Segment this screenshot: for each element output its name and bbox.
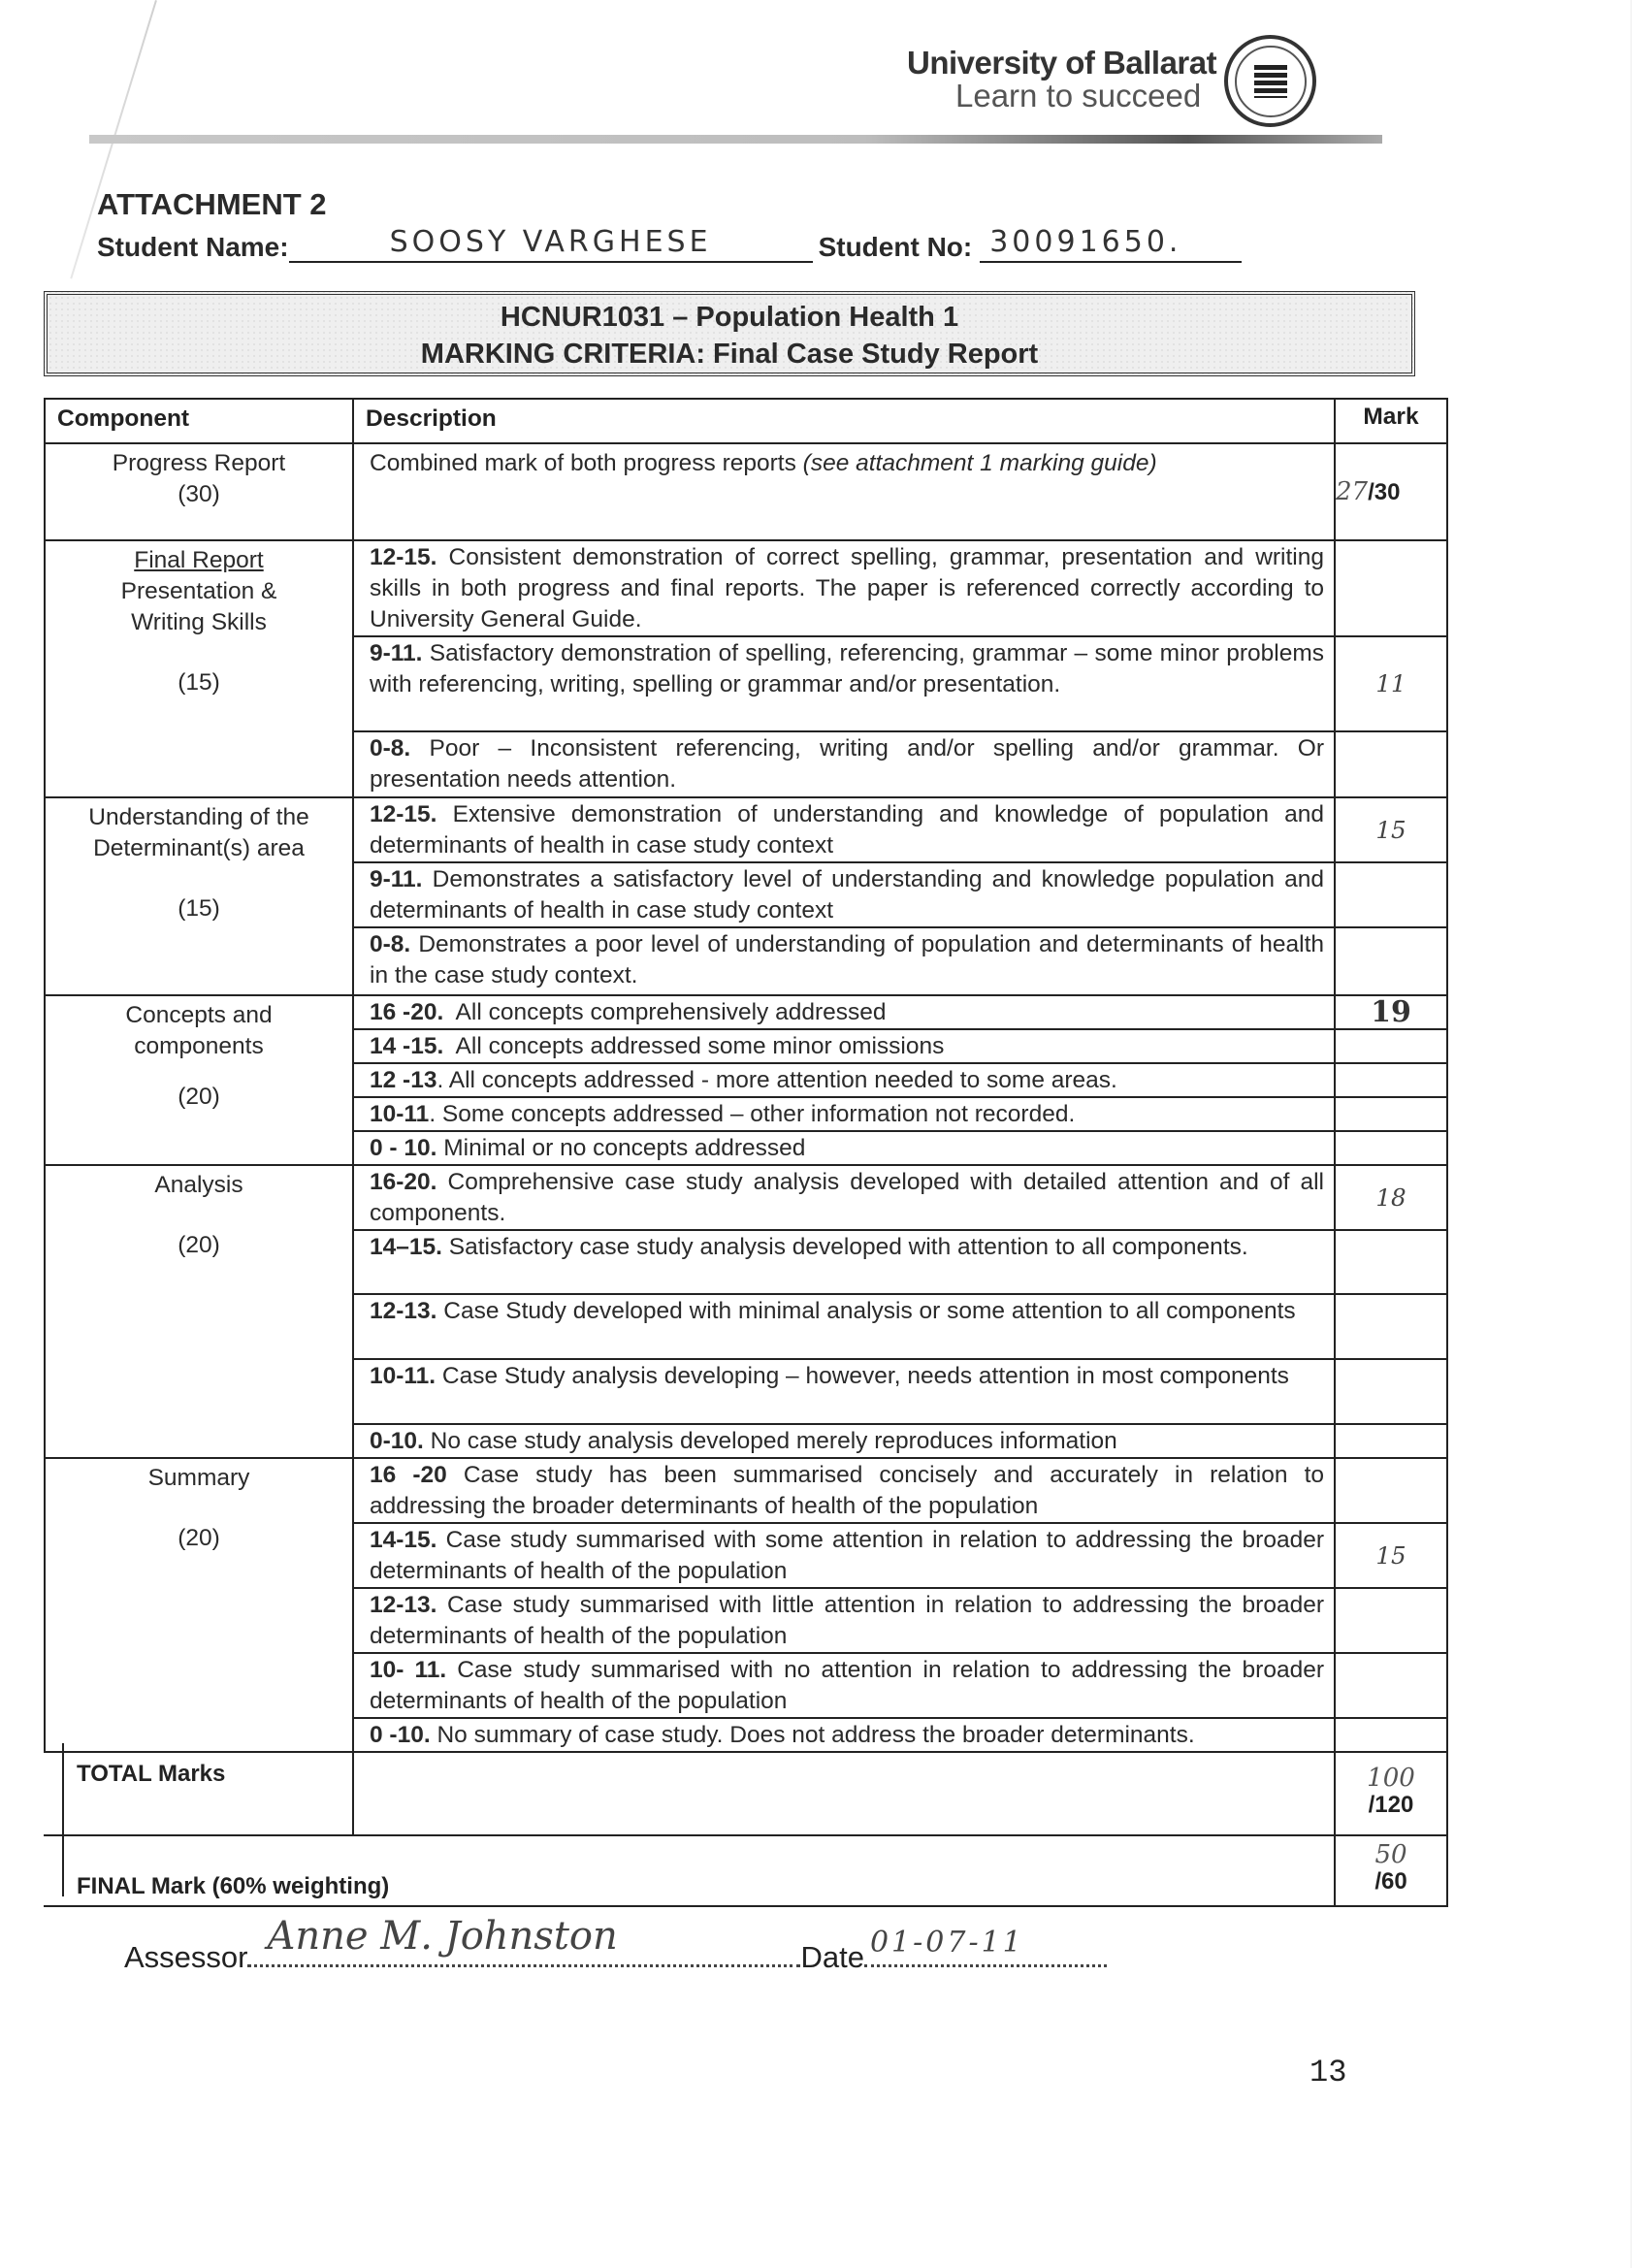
criterion-description — [353, 927, 1335, 995]
criterion-range: 10-11 — [370, 1101, 430, 1127]
desc-text: Combined mark of both progress reports — [370, 450, 803, 476]
institution-tagline: Learn to succeed — [955, 78, 1202, 113]
table-row — [45, 995, 1447, 1029]
marking-criteria-table — [44, 398, 1446, 1907]
criterion-description — [353, 1230, 1335, 1294]
criterion-range: 12-13. — [370, 1298, 437, 1324]
handwritten-mark: 50 — [1374, 1840, 1407, 1869]
mark-cell[interactable] — [1335, 1424, 1447, 1458]
criterion-text: Case study summarised with no attention in relation to addressing the broader determinants of health of the population — [370, 1657, 1324, 1714]
criterion-description — [353, 540, 1335, 636]
header-component: Component — [45, 399, 353, 443]
handwritten-mark: 100 — [1367, 1763, 1415, 1793]
component-label: Summary — [147, 1465, 250, 1491]
seal-inner — [1235, 46, 1307, 117]
student-name-field[interactable]: SOOSY VARGHESE — [289, 225, 813, 263]
criterion-text: All concepts addressed some minor omissions — [443, 1033, 945, 1059]
student-no-field[interactable]: 30091650. — [980, 225, 1242, 263]
printed-mark-max: /30 — [1368, 478, 1401, 505]
seal-book-icon — [1254, 65, 1287, 98]
criterion-description — [353, 1165, 1335, 1230]
title-box — [44, 291, 1415, 376]
criterion-range: 16 -20. — [370, 999, 444, 1025]
criterion-range: 14–15. — [370, 1234, 442, 1260]
criterion-description — [353, 1097, 1335, 1131]
criterion-description — [353, 1029, 1335, 1063]
criterion-text: Case Study analysis developing – however, needs attention in most components — [436, 1363, 1289, 1389]
desc-italic: (see attachment 1 marking guide) — [802, 450, 1157, 476]
total-label-cell — [45, 1752, 353, 1835]
criterion-description — [353, 731, 1335, 797]
criterion-range: 0-8. — [370, 931, 411, 957]
table-row-total — [45, 1752, 1447, 1835]
handwritten-mark: 27 — [1336, 476, 1369, 506]
assessor-row — [124, 1914, 1107, 1975]
criterion-range: 10- 11. — [370, 1657, 447, 1683]
table-row-progress-report — [45, 443, 1447, 540]
header-mark: Mark — [1335, 399, 1447, 443]
criterion-range: 14-15. — [370, 1527, 437, 1553]
criterion-description — [353, 1653, 1335, 1718]
header-divider-bar — [89, 135, 1382, 144]
criterion-text: Case study has been summarised concisely and accurately in relation to addressing the broader determinants of health of the population — [370, 1462, 1325, 1519]
component-points: (20) — [178, 1525, 220, 1551]
criterion-description — [353, 797, 1335, 862]
criterion-text: Demonstrates a poor level of understanding of population and determinants of health in the case study context. — [370, 931, 1324, 988]
criteria-title: MARKING CRITERIA: Final Case Study Report — [420, 339, 1039, 370]
university-seal-icon — [1224, 35, 1316, 127]
table-row — [45, 540, 1447, 636]
criterion-range: 12-13. — [370, 1592, 437, 1618]
mark-cell[interactable] — [1335, 540, 1447, 636]
component-label: Progress Report — [112, 450, 286, 476]
mark-cell[interactable] — [1335, 1359, 1447, 1424]
mark-cell[interactable]: 19 — [1335, 995, 1447, 1029]
assessor-label: Assessor — [124, 1940, 248, 1974]
total-label: TOTAL Marks — [77, 1761, 226, 1787]
criterion-text: Demonstrates a satisfactory level of understanding and knowledge population and determinants of health in case study context — [370, 866, 1324, 923]
criterion-text: Case study summarised with little attention in relation to addressing the broader determinants of health of the population — [370, 1592, 1324, 1649]
criterion-description — [353, 1424, 1335, 1458]
criterion-text: Poor – Inconsistent referencing, writing and/or spelling and/or grammar. Or presentation needs attention. — [370, 735, 1324, 793]
mark-cell[interactable] — [1335, 1097, 1447, 1131]
criterion-text: Satisfactory demonstration of spelling, referencing, grammar – some minor problems with referencing, writing, spelling or grammar and/or presentation. — [370, 640, 1324, 697]
student-name-label: Student Name: — [97, 232, 289, 262]
criterion-description — [353, 1063, 1335, 1097]
criterion-text: Extensive demonstration of understanding and knowledge of population and determinants of health in case study context — [370, 801, 1324, 859]
component-label: Concepts and components — [125, 1002, 273, 1059]
mark-cell[interactable]: 11 — [1335, 636, 1447, 731]
criterion-range: 12-15. — [370, 544, 437, 570]
criterion-range: 16 -20 — [370, 1462, 447, 1488]
total-description-cell — [353, 1752, 1335, 1835]
scan-edge-artifact — [1631, 0, 1632, 2268]
assessor-signature-field[interactable] — [247, 1914, 800, 1967]
mark-cell[interactable] — [1335, 731, 1447, 797]
mark-cell[interactable] — [1335, 1653, 1447, 1718]
mark-cell[interactable] — [1335, 1230, 1447, 1294]
component-points: (30) — [178, 481, 220, 507]
criterion-text: No summary of case study. Does not address the broader determinants. — [430, 1722, 1195, 1748]
institution-name: University of Ballarat — [907, 45, 1217, 81]
mark-cell[interactable] — [1335, 1063, 1447, 1097]
date-label: Date — [800, 1940, 864, 1974]
mark-cell[interactable] — [1335, 862, 1447, 927]
mark-cell[interactable] — [1335, 1029, 1447, 1063]
student-info-row — [97, 225, 1242, 263]
component-final-report — [45, 540, 353, 797]
printed-mark-max: /120 — [1368, 1791, 1414, 1818]
criterion-description — [353, 1458, 1335, 1523]
criterion-description — [353, 1131, 1335, 1165]
component-summary — [45, 1458, 353, 1752]
component-points: (20) — [178, 1084, 220, 1110]
mark-cell[interactable]: 15 — [1335, 1523, 1447, 1588]
criterion-text: Satisfactory case study analysis developed with attention to all components. — [441, 1234, 1248, 1260]
assessor-signature: Anne M. Johnston — [267, 1914, 618, 1959]
course-title: HCNUR1031 – Population Health 1 — [500, 302, 959, 333]
criterion-text: All concepts comprehensively addressed — [443, 999, 887, 1025]
criterion-description — [353, 862, 1335, 927]
criterion-text: . Some concepts addressed – other information not recorded. — [429, 1101, 1076, 1127]
description-progress-report — [353, 443, 1335, 540]
page-number: 13 — [1310, 2055, 1347, 2090]
component-understanding — [45, 797, 353, 995]
criterion-text: No case study analysis developed merely reproduces information — [423, 1428, 1117, 1454]
criterion-text: Minimal or no concepts addressed — [436, 1135, 806, 1161]
header-description: Description — [353, 399, 1335, 443]
criterion-text: Consistent demonstration of correct spelling, grammar, presentation and writing skills in both progress and final reports. The paper is referenced correctly according to University General Guide. — [370, 544, 1324, 632]
mark-cell[interactable]: 15 — [1335, 797, 1447, 862]
criterion-description — [353, 1523, 1335, 1588]
criterion-description — [353, 1588, 1335, 1653]
criterion-description — [353, 1294, 1335, 1359]
table-row-final — [45, 1835, 1447, 1906]
component-label-underlined: Final Report — [134, 547, 264, 573]
mark-cell-progress-report[interactable] — [1335, 443, 1447, 540]
date-value: 01-07-11 — [869, 1926, 1024, 1960]
criterion-range: 0 - 10. — [370, 1135, 437, 1161]
table-row — [45, 1458, 1447, 1523]
criterion-range: 0-10. — [370, 1428, 424, 1454]
criterion-range: 12 -13 — [370, 1067, 437, 1093]
table-row — [45, 1165, 1447, 1230]
printed-mark-max: /60 — [1374, 1868, 1407, 1895]
table-header-row — [45, 399, 1447, 443]
component-label: Analysis — [154, 1172, 243, 1198]
total-mark-cell[interactable] — [1335, 1752, 1447, 1835]
mark-cell[interactable] — [1335, 1294, 1447, 1359]
criterion-description — [353, 995, 1335, 1029]
criterion-text: . All concepts addressed - more attention needed to some areas. — [436, 1067, 1117, 1093]
student-no-label: Student No: — [818, 232, 973, 262]
criterion-text: Case Study developed with minimal analysis or some attention to all components — [436, 1298, 1296, 1324]
component-points: (20) — [178, 1232, 220, 1258]
table-row — [45, 797, 1447, 862]
final-label-cell — [45, 1835, 1335, 1906]
mark-cell[interactable] — [1335, 927, 1447, 995]
mark-cell[interactable] — [1335, 1458, 1447, 1523]
mark-cell[interactable] — [1335, 1131, 1447, 1165]
component-points: (15) — [178, 669, 220, 696]
component-progress-report — [45, 443, 353, 540]
mark-cell[interactable] — [1335, 1718, 1447, 1752]
final-label: FINAL Mark (60% weighting) — [77, 1873, 390, 1899]
criterion-text: Comprehensive case study analysis developed with detailed attention and of all components. — [370, 1169, 1324, 1226]
component-analysis — [45, 1165, 353, 1458]
criterion-text: Case study summarised with some attention in relation to addressing the broader determinants of health of the population — [370, 1527, 1324, 1584]
criterion-description — [353, 1718, 1335, 1752]
criterion-range: 9-11. — [370, 640, 423, 666]
date-field[interactable] — [864, 1926, 1107, 1967]
criterion-range: 9-11. — [370, 866, 423, 892]
criterion-range: 16-20. — [370, 1169, 437, 1195]
criterion-range: 0 -10. — [370, 1722, 431, 1748]
attachment-label: ATTACHMENT 2 — [97, 187, 327, 221]
mark-cell[interactable] — [1335, 1588, 1447, 1653]
total-final-left-border — [62, 1743, 64, 1896]
criterion-range: 14 -15. — [370, 1033, 444, 1059]
component-concepts — [45, 995, 353, 1165]
component-label: Presentation & Writing Skills — [120, 578, 277, 635]
criterion-description — [353, 636, 1335, 731]
component-label: Understanding of the Determinant(s) area — [88, 804, 309, 861]
criterion-range: 0-8. — [370, 735, 411, 761]
final-mark-cell[interactable] — [1335, 1835, 1447, 1906]
criterion-description — [353, 1359, 1335, 1424]
component-points: (15) — [178, 895, 220, 922]
mark-cell[interactable]: 18 — [1335, 1165, 1447, 1230]
criterion-range: 10-11. — [370, 1363, 436, 1389]
criterion-range: 12-15. — [370, 801, 437, 827]
